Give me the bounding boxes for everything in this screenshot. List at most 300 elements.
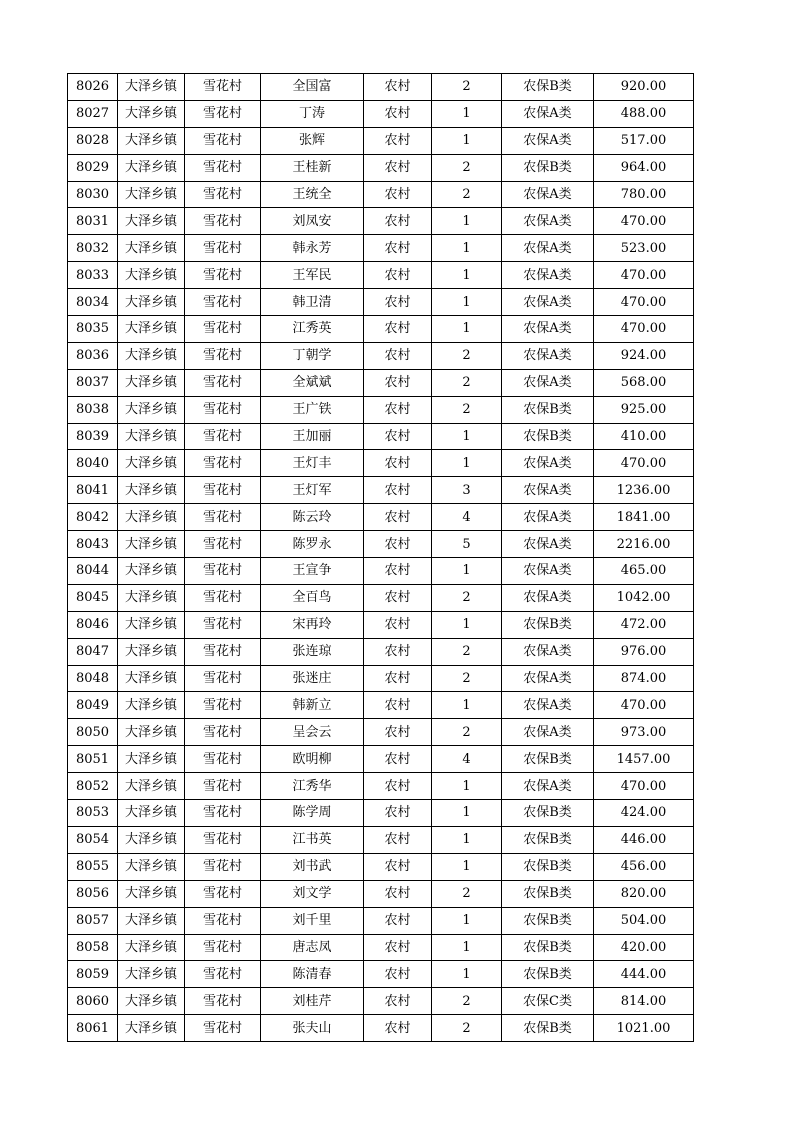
amount-cell: 446.00 [594, 826, 694, 853]
village-cell: 雪花村 [185, 719, 261, 746]
serial-number-cell: 8032 [68, 235, 118, 262]
household-type-cell: 农村 [364, 773, 432, 800]
household-size-cell: 1 [432, 961, 502, 988]
village-cell: 雪花村 [185, 773, 261, 800]
name-cell: 唐志凤 [261, 934, 364, 961]
table-row [68, 450, 694, 477]
amount-cell: 1841.00 [594, 504, 694, 531]
amount-cell: 925.00 [594, 396, 694, 423]
township-cell: 大泽乡镇 [118, 100, 185, 127]
table-row [68, 558, 694, 585]
table-row [68, 100, 694, 127]
insurance-category-cell: 农保B类 [502, 396, 594, 423]
household-type-cell: 农村 [364, 342, 432, 369]
village-cell: 雪花村 [185, 342, 261, 369]
household-type-cell: 农村 [364, 450, 432, 477]
township-cell: 大泽乡镇 [118, 558, 185, 585]
name-cell: 韩新立 [261, 692, 364, 719]
village-cell: 雪花村 [185, 1015, 261, 1042]
village-cell: 雪花村 [185, 558, 261, 585]
insurance-category-cell: 农保A类 [502, 504, 594, 531]
household-size-cell: 1 [432, 800, 502, 827]
serial-number-cell: 8041 [68, 477, 118, 504]
insurance-category-cell: 农保A类 [502, 262, 594, 289]
township-cell: 大泽乡镇 [118, 584, 185, 611]
serial-number-cell: 8044 [68, 558, 118, 585]
name-cell: 刘书武 [261, 853, 364, 880]
household-size-cell: 1 [432, 208, 502, 235]
household-type-cell: 农村 [364, 665, 432, 692]
name-cell: 王军民 [261, 262, 364, 289]
village-cell: 雪花村 [185, 100, 261, 127]
name-cell: 全百鸟 [261, 584, 364, 611]
name-cell: 张辉 [261, 127, 364, 154]
insurance-category-cell: 农保B类 [502, 800, 594, 827]
insurance-category-cell: 农保A类 [502, 692, 594, 719]
township-cell: 大泽乡镇 [118, 638, 185, 665]
household-size-cell: 2 [432, 342, 502, 369]
table-row [68, 289, 694, 316]
insurance-category-cell: 农保A类 [502, 584, 594, 611]
amount-cell: 1042.00 [594, 584, 694, 611]
serial-number-cell: 8035 [68, 316, 118, 343]
village-cell: 雪花村 [185, 880, 261, 907]
township-cell: 大泽乡镇 [118, 289, 185, 316]
household-type-cell: 农村 [364, 746, 432, 773]
village-cell: 雪花村 [185, 665, 261, 692]
serial-number-cell: 8051 [68, 746, 118, 773]
household-size-cell: 1 [432, 558, 502, 585]
serial-number-cell: 8049 [68, 692, 118, 719]
serial-number-cell: 8033 [68, 262, 118, 289]
table-row [68, 584, 694, 611]
amount-cell: 1457.00 [594, 746, 694, 773]
serial-number-cell: 8057 [68, 907, 118, 934]
household-type-cell: 农村 [364, 289, 432, 316]
table-row [68, 369, 694, 396]
household-type-cell: 农村 [364, 692, 432, 719]
insurance-category-cell: 农保B类 [502, 1015, 594, 1042]
household-size-cell: 1 [432, 289, 502, 316]
township-cell: 大泽乡镇 [118, 181, 185, 208]
table-row [68, 154, 694, 181]
household-size-cell: 1 [432, 262, 502, 289]
household-size-cell: 2 [432, 638, 502, 665]
household-size-cell: 1 [432, 235, 502, 262]
name-cell: 欧明柳 [261, 746, 364, 773]
household-type-cell: 农村 [364, 74, 432, 101]
household-type-cell: 农村 [364, 316, 432, 343]
insurance-category-cell: 农保A类 [502, 342, 594, 369]
village-cell: 雪花村 [185, 235, 261, 262]
insurance-category-cell: 农保B类 [502, 611, 594, 638]
village-cell: 雪花村 [185, 746, 261, 773]
serial-number-cell: 8046 [68, 611, 118, 638]
household-size-cell: 1 [432, 423, 502, 450]
village-cell: 雪花村 [185, 907, 261, 934]
insurance-category-cell: 农保B类 [502, 907, 594, 934]
village-cell: 雪花村 [185, 531, 261, 558]
insurance-category-cell: 农保A类 [502, 531, 594, 558]
amount-cell: 874.00 [594, 665, 694, 692]
township-cell: 大泽乡镇 [118, 961, 185, 988]
name-cell: 张夫山 [261, 1015, 364, 1042]
village-cell: 雪花村 [185, 369, 261, 396]
roster-table-body [68, 74, 694, 1042]
table-row [68, 181, 694, 208]
amount-cell: 973.00 [594, 719, 694, 746]
amount-cell: 470.00 [594, 262, 694, 289]
household-size-cell: 2 [432, 1015, 502, 1042]
township-cell: 大泽乡镇 [118, 692, 185, 719]
insurance-category-cell: 农保A类 [502, 665, 594, 692]
township-cell: 大泽乡镇 [118, 262, 185, 289]
village-cell: 雪花村 [185, 423, 261, 450]
household-type-cell: 农村 [364, 638, 432, 665]
township-cell: 大泽乡镇 [118, 154, 185, 181]
serial-number-cell: 8050 [68, 719, 118, 746]
name-cell: 王加丽 [261, 423, 364, 450]
township-cell: 大泽乡镇 [118, 934, 185, 961]
table-row [68, 638, 694, 665]
amount-cell: 488.00 [594, 100, 694, 127]
name-cell: 王宣争 [261, 558, 364, 585]
township-cell: 大泽乡镇 [118, 396, 185, 423]
amount-cell: 470.00 [594, 450, 694, 477]
amount-cell: 470.00 [594, 773, 694, 800]
insurance-category-cell: 农保A类 [502, 773, 594, 800]
serial-number-cell: 8052 [68, 773, 118, 800]
table-row [68, 853, 694, 880]
insurance-category-cell: 农保A类 [502, 181, 594, 208]
household-type-cell: 农村 [364, 961, 432, 988]
township-cell: 大泽乡镇 [118, 316, 185, 343]
village-cell: 雪花村 [185, 611, 261, 638]
serial-number-cell: 8054 [68, 826, 118, 853]
name-cell: 刘桂芹 [261, 988, 364, 1015]
serial-number-cell: 8043 [68, 531, 118, 558]
village-cell: 雪花村 [185, 396, 261, 423]
household-size-cell: 1 [432, 450, 502, 477]
village-cell: 雪花村 [185, 262, 261, 289]
household-type-cell: 农村 [364, 235, 432, 262]
household-size-cell: 2 [432, 74, 502, 101]
table-row [68, 396, 694, 423]
household-size-cell: 2 [432, 584, 502, 611]
name-cell: 韩卫清 [261, 289, 364, 316]
insurance-category-cell: 农保B类 [502, 853, 594, 880]
amount-cell: 924.00 [594, 342, 694, 369]
insurance-category-cell: 农保A类 [502, 208, 594, 235]
serial-number-cell: 8053 [68, 800, 118, 827]
township-cell: 大泽乡镇 [118, 719, 185, 746]
name-cell: 韩永芳 [261, 235, 364, 262]
table-row [68, 826, 694, 853]
township-cell: 大泽乡镇 [118, 477, 185, 504]
household-size-cell: 1 [432, 316, 502, 343]
name-cell: 宋再玲 [261, 611, 364, 638]
name-cell: 刘千里 [261, 907, 364, 934]
insurance-category-cell: 农保B类 [502, 961, 594, 988]
amount-cell: 964.00 [594, 154, 694, 181]
household-type-cell: 农村 [364, 127, 432, 154]
table-row [68, 719, 694, 746]
village-cell: 雪花村 [185, 127, 261, 154]
insurance-category-cell: 农保A类 [502, 558, 594, 585]
table-row [68, 423, 694, 450]
amount-cell: 444.00 [594, 961, 694, 988]
table-row [68, 746, 694, 773]
township-cell: 大泽乡镇 [118, 342, 185, 369]
household-type-cell: 农村 [364, 208, 432, 235]
serial-number-cell: 8061 [68, 1015, 118, 1042]
name-cell: 全国富 [261, 74, 364, 101]
household-type-cell: 农村 [364, 531, 432, 558]
amount-cell: 523.00 [594, 235, 694, 262]
name-cell: 江秀华 [261, 773, 364, 800]
name-cell: 丁朝学 [261, 342, 364, 369]
name-cell: 张连琼 [261, 638, 364, 665]
serial-number-cell: 8037 [68, 369, 118, 396]
amount-cell: 456.00 [594, 853, 694, 880]
township-cell: 大泽乡镇 [118, 746, 185, 773]
serial-number-cell: 8059 [68, 961, 118, 988]
insurance-category-cell: 农保B类 [502, 746, 594, 773]
name-cell: 王灯军 [261, 477, 364, 504]
table-row [68, 800, 694, 827]
name-cell: 王桂新 [261, 154, 364, 181]
village-cell: 雪花村 [185, 289, 261, 316]
name-cell: 王统全 [261, 181, 364, 208]
insurance-category-cell: 农保A类 [502, 719, 594, 746]
insurance-category-cell: 农保A类 [502, 235, 594, 262]
township-cell: 大泽乡镇 [118, 826, 185, 853]
table-row [68, 531, 694, 558]
household-size-cell: 2 [432, 396, 502, 423]
household-size-cell: 2 [432, 665, 502, 692]
village-cell: 雪花村 [185, 584, 261, 611]
township-cell: 大泽乡镇 [118, 773, 185, 800]
insurance-category-cell: 农保B类 [502, 154, 594, 181]
household-type-cell: 农村 [364, 934, 432, 961]
serial-number-cell: 8045 [68, 584, 118, 611]
amount-cell: 470.00 [594, 692, 694, 719]
serial-number-cell: 8048 [68, 665, 118, 692]
household-type-cell: 农村 [364, 423, 432, 450]
household-type-cell: 农村 [364, 396, 432, 423]
village-cell: 雪花村 [185, 961, 261, 988]
serial-number-cell: 8055 [68, 853, 118, 880]
household-type-cell: 农村 [364, 369, 432, 396]
household-type-cell: 农村 [364, 1015, 432, 1042]
table-row [68, 988, 694, 1015]
household-size-cell: 4 [432, 746, 502, 773]
table-row [68, 504, 694, 531]
roster-table [67, 73, 694, 1042]
table-row [68, 342, 694, 369]
household-size-cell: 5 [432, 531, 502, 558]
village-cell: 雪花村 [185, 988, 261, 1015]
township-cell: 大泽乡镇 [118, 369, 185, 396]
amount-cell: 470.00 [594, 289, 694, 316]
serial-number-cell: 8034 [68, 289, 118, 316]
household-type-cell: 农村 [364, 988, 432, 1015]
household-type-cell: 农村 [364, 880, 432, 907]
household-size-cell: 2 [432, 181, 502, 208]
serial-number-cell: 8040 [68, 450, 118, 477]
name-cell: 刘凤安 [261, 208, 364, 235]
household-size-cell: 1 [432, 934, 502, 961]
serial-number-cell: 8028 [68, 127, 118, 154]
table-row [68, 665, 694, 692]
household-size-cell: 1 [432, 773, 502, 800]
amount-cell: 814.00 [594, 988, 694, 1015]
household-size-cell: 2 [432, 988, 502, 1015]
township-cell: 大泽乡镇 [118, 1015, 185, 1042]
amount-cell: 1236.00 [594, 477, 694, 504]
table-row [68, 208, 694, 235]
household-size-cell: 1 [432, 611, 502, 638]
village-cell: 雪花村 [185, 504, 261, 531]
serial-number-cell: 8026 [68, 74, 118, 101]
household-type-cell: 农村 [364, 262, 432, 289]
township-cell: 大泽乡镇 [118, 907, 185, 934]
name-cell: 呈会云 [261, 719, 364, 746]
serial-number-cell: 8029 [68, 154, 118, 181]
township-cell: 大泽乡镇 [118, 853, 185, 880]
amount-cell: 465.00 [594, 558, 694, 585]
table-row [68, 127, 694, 154]
name-cell: 陈云玲 [261, 504, 364, 531]
township-cell: 大泽乡镇 [118, 988, 185, 1015]
table-row [68, 692, 694, 719]
township-cell: 大泽乡镇 [118, 127, 185, 154]
township-cell: 大泽乡镇 [118, 235, 185, 262]
serial-number-cell: 8036 [68, 342, 118, 369]
table-row [68, 961, 694, 988]
amount-cell: 2216.00 [594, 531, 694, 558]
township-cell: 大泽乡镇 [118, 611, 185, 638]
table-row [68, 934, 694, 961]
household-type-cell: 农村 [364, 558, 432, 585]
household-type-cell: 农村 [364, 907, 432, 934]
insurance-category-cell: 农保A类 [502, 369, 594, 396]
insurance-category-cell: 农保B类 [502, 74, 594, 101]
amount-cell: 410.00 [594, 423, 694, 450]
name-cell: 江书英 [261, 826, 364, 853]
village-cell: 雪花村 [185, 692, 261, 719]
household-size-cell: 1 [432, 826, 502, 853]
serial-number-cell: 8058 [68, 934, 118, 961]
household-size-cell: 1 [432, 907, 502, 934]
village-cell: 雪花村 [185, 154, 261, 181]
insurance-category-cell: 农保A类 [502, 638, 594, 665]
amount-cell: 420.00 [594, 934, 694, 961]
name-cell: 王灯丰 [261, 450, 364, 477]
table-row [68, 773, 694, 800]
table-row [68, 74, 694, 101]
village-cell: 雪花村 [185, 934, 261, 961]
village-cell: 雪花村 [185, 74, 261, 101]
township-cell: 大泽乡镇 [118, 665, 185, 692]
serial-number-cell: 8038 [68, 396, 118, 423]
insurance-category-cell: 农保A类 [502, 289, 594, 316]
name-cell: 江秀英 [261, 316, 364, 343]
insurance-category-cell: 农保A类 [502, 450, 594, 477]
household-type-cell: 农村 [364, 719, 432, 746]
household-type-cell: 农村 [364, 154, 432, 181]
township-cell: 大泽乡镇 [118, 531, 185, 558]
insurance-category-cell: 农保C类 [502, 988, 594, 1015]
household-size-cell: 2 [432, 880, 502, 907]
serial-number-cell: 8047 [68, 638, 118, 665]
table-row [68, 262, 694, 289]
household-type-cell: 农村 [364, 853, 432, 880]
table-row [68, 235, 694, 262]
name-cell: 全斌斌 [261, 369, 364, 396]
serial-number-cell: 8042 [68, 504, 118, 531]
name-cell: 陈清春 [261, 961, 364, 988]
amount-cell: 1021.00 [594, 1015, 694, 1042]
village-cell: 雪花村 [185, 800, 261, 827]
amount-cell: 976.00 [594, 638, 694, 665]
table-row [68, 907, 694, 934]
village-cell: 雪花村 [185, 208, 261, 235]
household-size-cell: 1 [432, 127, 502, 154]
village-cell: 雪花村 [185, 826, 261, 853]
name-cell: 丁涛 [261, 100, 364, 127]
insurance-category-cell: 农保B类 [502, 423, 594, 450]
village-cell: 雪花村 [185, 181, 261, 208]
name-cell: 张迷庄 [261, 665, 364, 692]
amount-cell: 920.00 [594, 74, 694, 101]
table-row [68, 477, 694, 504]
township-cell: 大泽乡镇 [118, 74, 185, 101]
amount-cell: 517.00 [594, 127, 694, 154]
amount-cell: 424.00 [594, 800, 694, 827]
household-type-cell: 农村 [364, 584, 432, 611]
name-cell: 陈学周 [261, 800, 364, 827]
insurance-category-cell: 农保B类 [502, 934, 594, 961]
village-cell: 雪花村 [185, 853, 261, 880]
insurance-category-cell: 农保B类 [502, 826, 594, 853]
household-size-cell: 2 [432, 154, 502, 181]
amount-cell: 780.00 [594, 181, 694, 208]
amount-cell: 470.00 [594, 208, 694, 235]
household-type-cell: 农村 [364, 611, 432, 638]
insurance-category-cell: 农保A类 [502, 100, 594, 127]
township-cell: 大泽乡镇 [118, 450, 185, 477]
household-type-cell: 农村 [364, 504, 432, 531]
household-size-cell: 3 [432, 477, 502, 504]
amount-cell: 568.00 [594, 369, 694, 396]
serial-number-cell: 8039 [68, 423, 118, 450]
township-cell: 大泽乡镇 [118, 208, 185, 235]
township-cell: 大泽乡镇 [118, 880, 185, 907]
household-type-cell: 农村 [364, 181, 432, 208]
serial-number-cell: 8056 [68, 880, 118, 907]
village-cell: 雪花村 [185, 450, 261, 477]
household-type-cell: 农村 [364, 800, 432, 827]
insurance-category-cell: 农保A类 [502, 316, 594, 343]
table-row [68, 1015, 694, 1042]
name-cell: 刘文学 [261, 880, 364, 907]
household-type-cell: 农村 [364, 826, 432, 853]
amount-cell: 470.00 [594, 316, 694, 343]
township-cell: 大泽乡镇 [118, 423, 185, 450]
insurance-category-cell: 农保B类 [502, 880, 594, 907]
insurance-category-cell: 农保A类 [502, 127, 594, 154]
